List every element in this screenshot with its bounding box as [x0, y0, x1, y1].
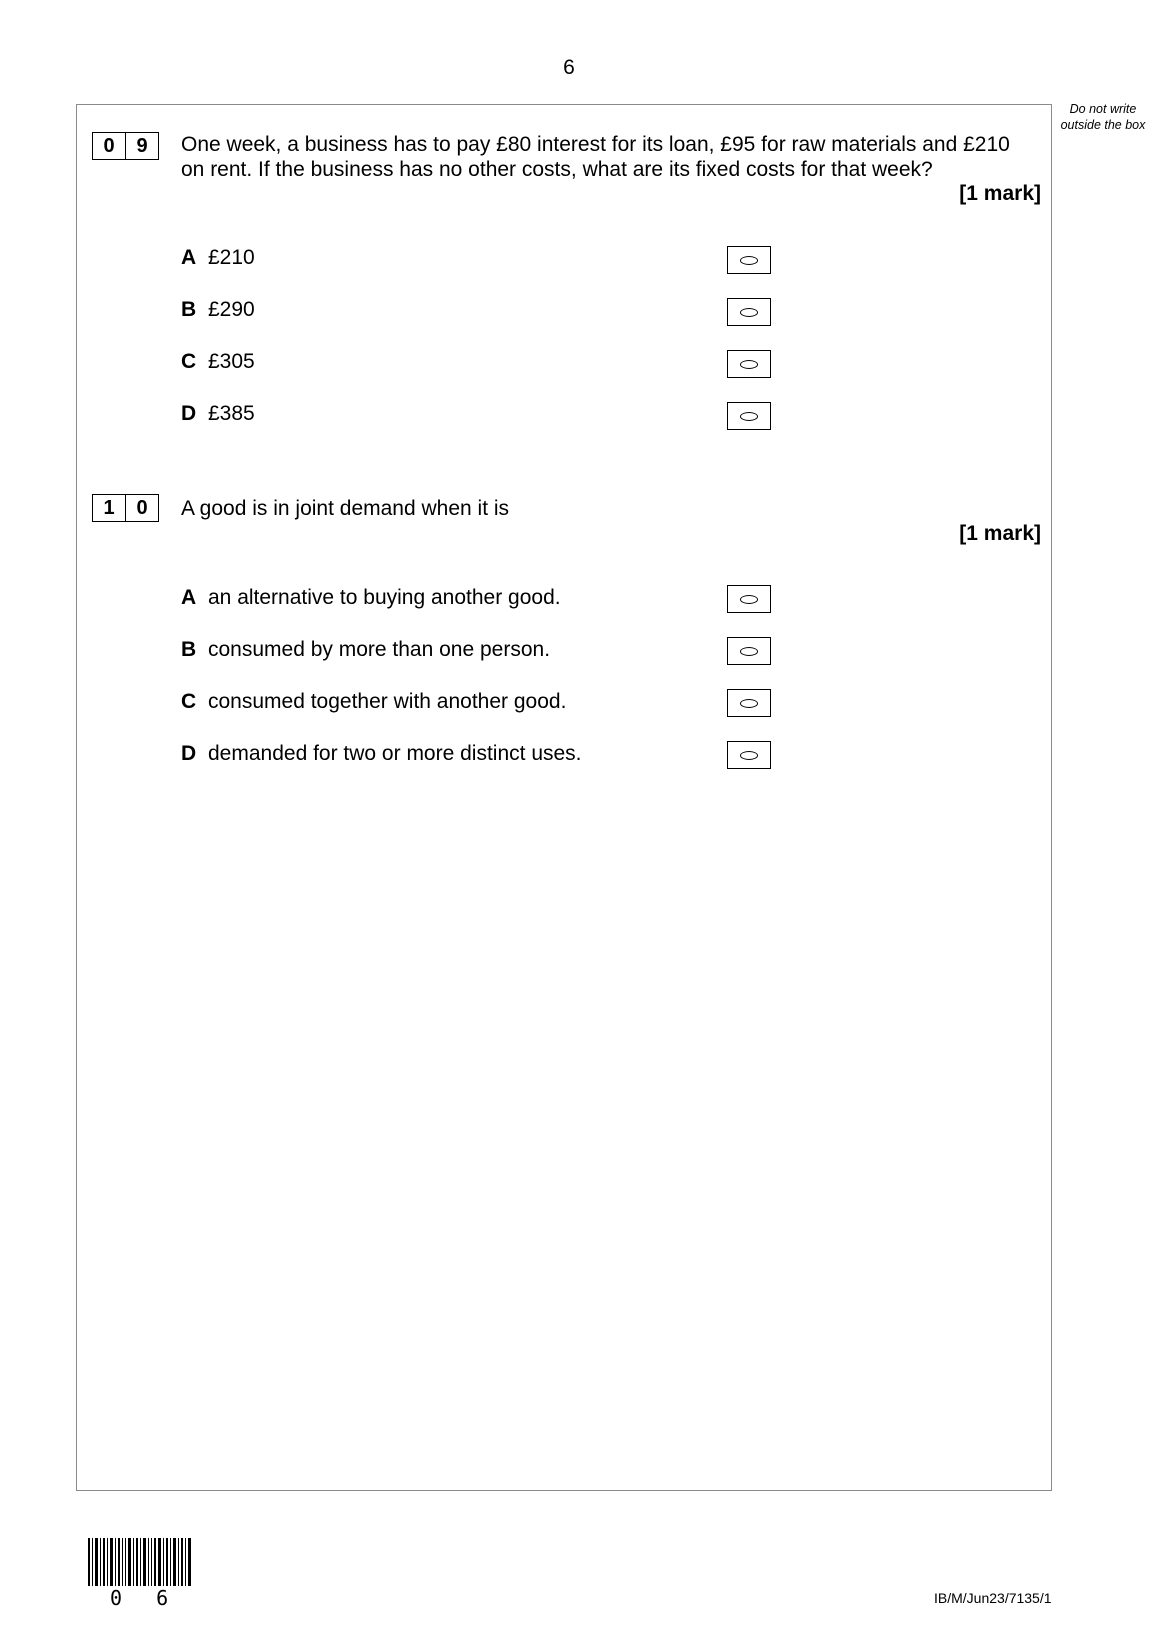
option-letter: C — [181, 690, 197, 713]
oval-icon — [740, 751, 758, 760]
option-letter: C — [181, 350, 197, 373]
question-digit: 0 — [103, 135, 115, 157]
option-a — [181, 584, 561, 612]
barcode-icon — [88, 1538, 192, 1586]
option-letter: A — [181, 246, 197, 269]
answer-box-b[interactable] — [727, 637, 771, 665]
option-d — [181, 400, 255, 428]
answer-box-d[interactable] — [727, 402, 771, 430]
question-digit: 1 — [103, 497, 115, 519]
option-letter: A — [181, 586, 197, 609]
answer-box-b[interactable] — [727, 298, 771, 326]
footer-code: IB/M/Jun23/7135/1 — [934, 1590, 1052, 1606]
question-digit: 9 — [125, 133, 158, 159]
question-text: One week, a business has to pay £80 interest for its loan, £95 for raw materials and £210 on rent. If the business has no other costs, what are its fixed costs for that week? — [181, 133, 1010, 181]
option-b — [181, 636, 550, 664]
barcode-digits: 0 6 — [110, 1586, 180, 1610]
option-c — [181, 348, 255, 376]
option-a — [181, 244, 255, 272]
option-text: consumed together with another good. — [208, 690, 567, 713]
option-d — [181, 740, 582, 768]
question-digit: 0 — [125, 495, 158, 521]
option-text: £210 — [208, 246, 255, 269]
answer-box-a[interactable] — [727, 585, 771, 613]
answer-box-d[interactable] — [727, 741, 771, 769]
oval-icon — [740, 256, 758, 265]
question-number-09 — [92, 132, 159, 160]
option-letter: D — [181, 402, 197, 425]
option-text: consumed by more than one person. — [208, 638, 551, 661]
option-text: £290 — [208, 298, 255, 321]
oval-icon — [740, 412, 758, 421]
marks-label: [1 mark] — [959, 522, 1041, 545]
page-number: 6 — [563, 56, 575, 79]
oval-icon — [740, 595, 758, 604]
oval-icon — [740, 308, 758, 317]
question-text: A good is in joint demand when it is — [181, 497, 510, 520]
option-text: demanded for two or more distinct uses. — [208, 742, 582, 765]
answer-box-c[interactable] — [727, 689, 771, 717]
answer-box-a[interactable] — [727, 246, 771, 274]
oval-icon — [740, 699, 758, 708]
question-number-10 — [92, 494, 159, 522]
margin-note: Do not write outside the box — [1060, 102, 1146, 132]
oval-icon — [740, 647, 758, 656]
marks-label: [1 mark] — [959, 182, 1041, 205]
option-letter: D — [181, 742, 197, 765]
option-c — [181, 688, 566, 716]
option-text: £305 — [208, 350, 255, 373]
option-text: £385 — [208, 402, 255, 425]
option-text: an alternative to buying another good. — [208, 586, 561, 609]
option-b — [181, 296, 255, 324]
oval-icon — [740, 360, 758, 369]
answer-box-c[interactable] — [727, 350, 771, 378]
option-letter: B — [181, 638, 197, 661]
option-letter: B — [181, 298, 197, 321]
